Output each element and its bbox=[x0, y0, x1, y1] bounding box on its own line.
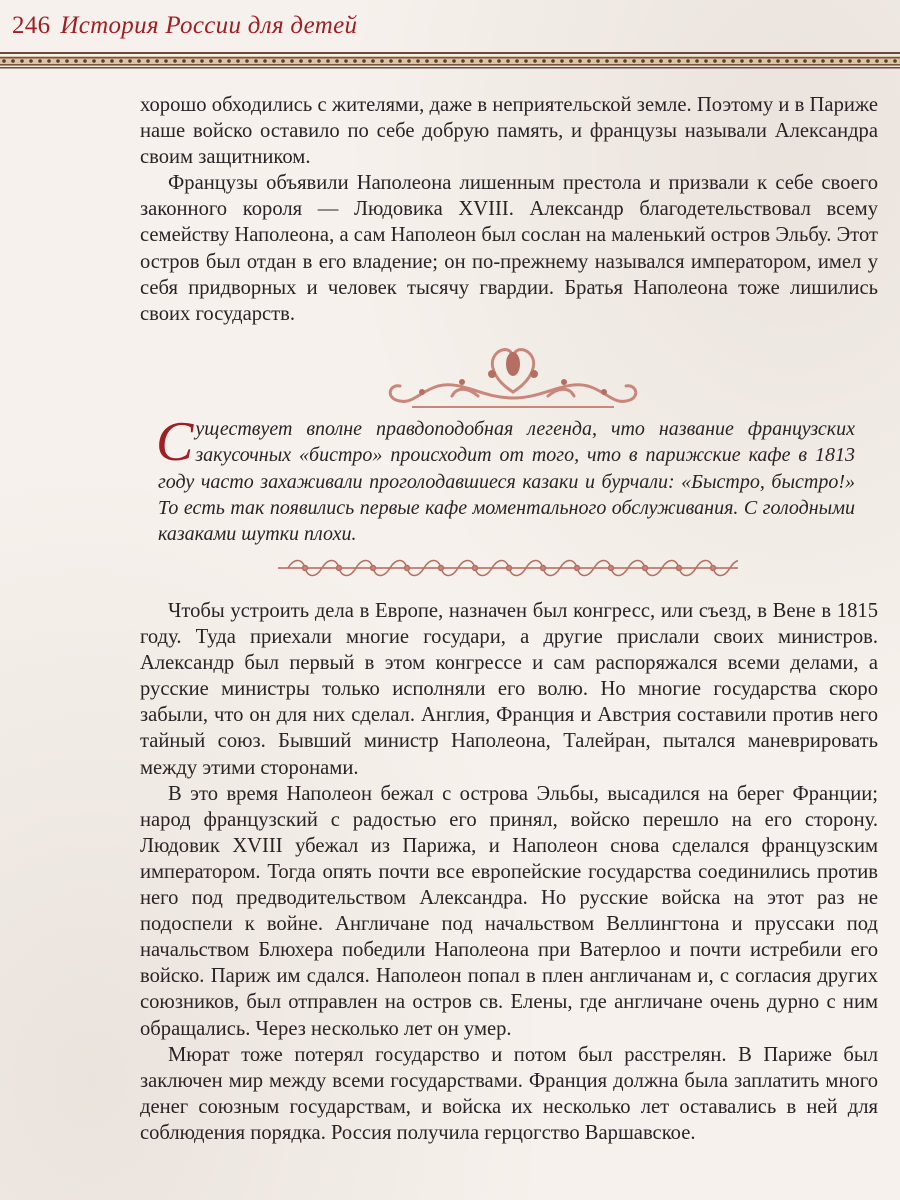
paragraph: Чтобы устроить дела в Европе, назначен был конгресс, или съезд, в Вене в 1815 году. Туда приехали многие государи, а другие прислали своих министров. Александр был первый в этом конгрессе и сам распоряжался всеми делами, а русские министры только исполняли его волю. Но многие государства скоро забыли, что он для них сделал. Англия, Франция и Австрия составили против него тайный союз. Бывший министр Наполеона, Талейран, пытался маневрировать между этими сторонами. bbox=[140, 600, 878, 779]
page-number: 246 bbox=[12, 12, 51, 39]
bottom-text bbox=[140, 598, 878, 1146]
book-title: История России для детей bbox=[60, 12, 358, 39]
top-text bbox=[140, 92, 878, 327]
page-header bbox=[0, 0, 900, 70]
paragraph: хорошо обходились с жителями, даже в неприятельской земле. Поэтому и в Париже наше войско оставило по себе добрую память, и французы называли Александра своим защитником. bbox=[140, 94, 878, 169]
legend-callout bbox=[156, 411, 855, 547]
running-head bbox=[12, 12, 357, 40]
divider-ornament bbox=[278, 556, 738, 580]
paragraph: В это время Наполеон бежал с острова Эльбы, высадился на берег Франции; народ французский с радостью его принял, войско перешло на его сторону. Людовик XVIII убежал из Парижа, и Наполеон снова сделался французским императором. Тогда опять почти все европейские государства соединились против него под предводительством Александра. Но русские войска на этот раз не подоспели к войне. Англичане под начальством Веллингтона и пруссаки под начальством Блюхера победили Наполеона при Ватерлоо и почти истребили его войско. Париж им сдался. Наполеон попал в плен англичанам и, с согласия других союзников, был отправлен на остров св. Елены, где англичане очень дурно с ним обращались. Через несколько лет он умер. bbox=[140, 782, 878, 1040]
header-border-ornament bbox=[0, 50, 900, 70]
legend-text: уществует вполне правдоподобная легенда, что название французских закусочных «бистро» происходит от того, что в парижские кафе в 1813 году часто захаживали проголодавшиеся казаки и бурчали: «Быстро, быстро!» То есть так появились первые кафе моментального обслуживания. С голодными казаками шутки плохи. bbox=[158, 418, 855, 546]
drop-cap: С bbox=[156, 411, 194, 473]
paragraph: Французы объявили Наполеона лишенным престола и призвали к себе своего законного короля — Людовика XVIII. Александр благодетельствовал всему семейству Наполеона, а сам Наполеон был сослан на маленький остров Эльбу. Этот остров был отдан в его владение; он по-прежнему назывался императором, имел у себя придворных и человек тысячу гвардии. Братья Наполеона тоже лишились своих государств. bbox=[140, 172, 878, 325]
scroll-ornament bbox=[382, 340, 644, 412]
paragraph: Мюрат тоже потерял государство и потом был расстрелян. В Париже был заключен мир между всеми государствами. Франция должна была заплатить много денег союзным государствам, и войска их несколько лет оставались в ней для соблюдения порядка. Россия получила герцогство Варшавское. bbox=[140, 1043, 878, 1144]
